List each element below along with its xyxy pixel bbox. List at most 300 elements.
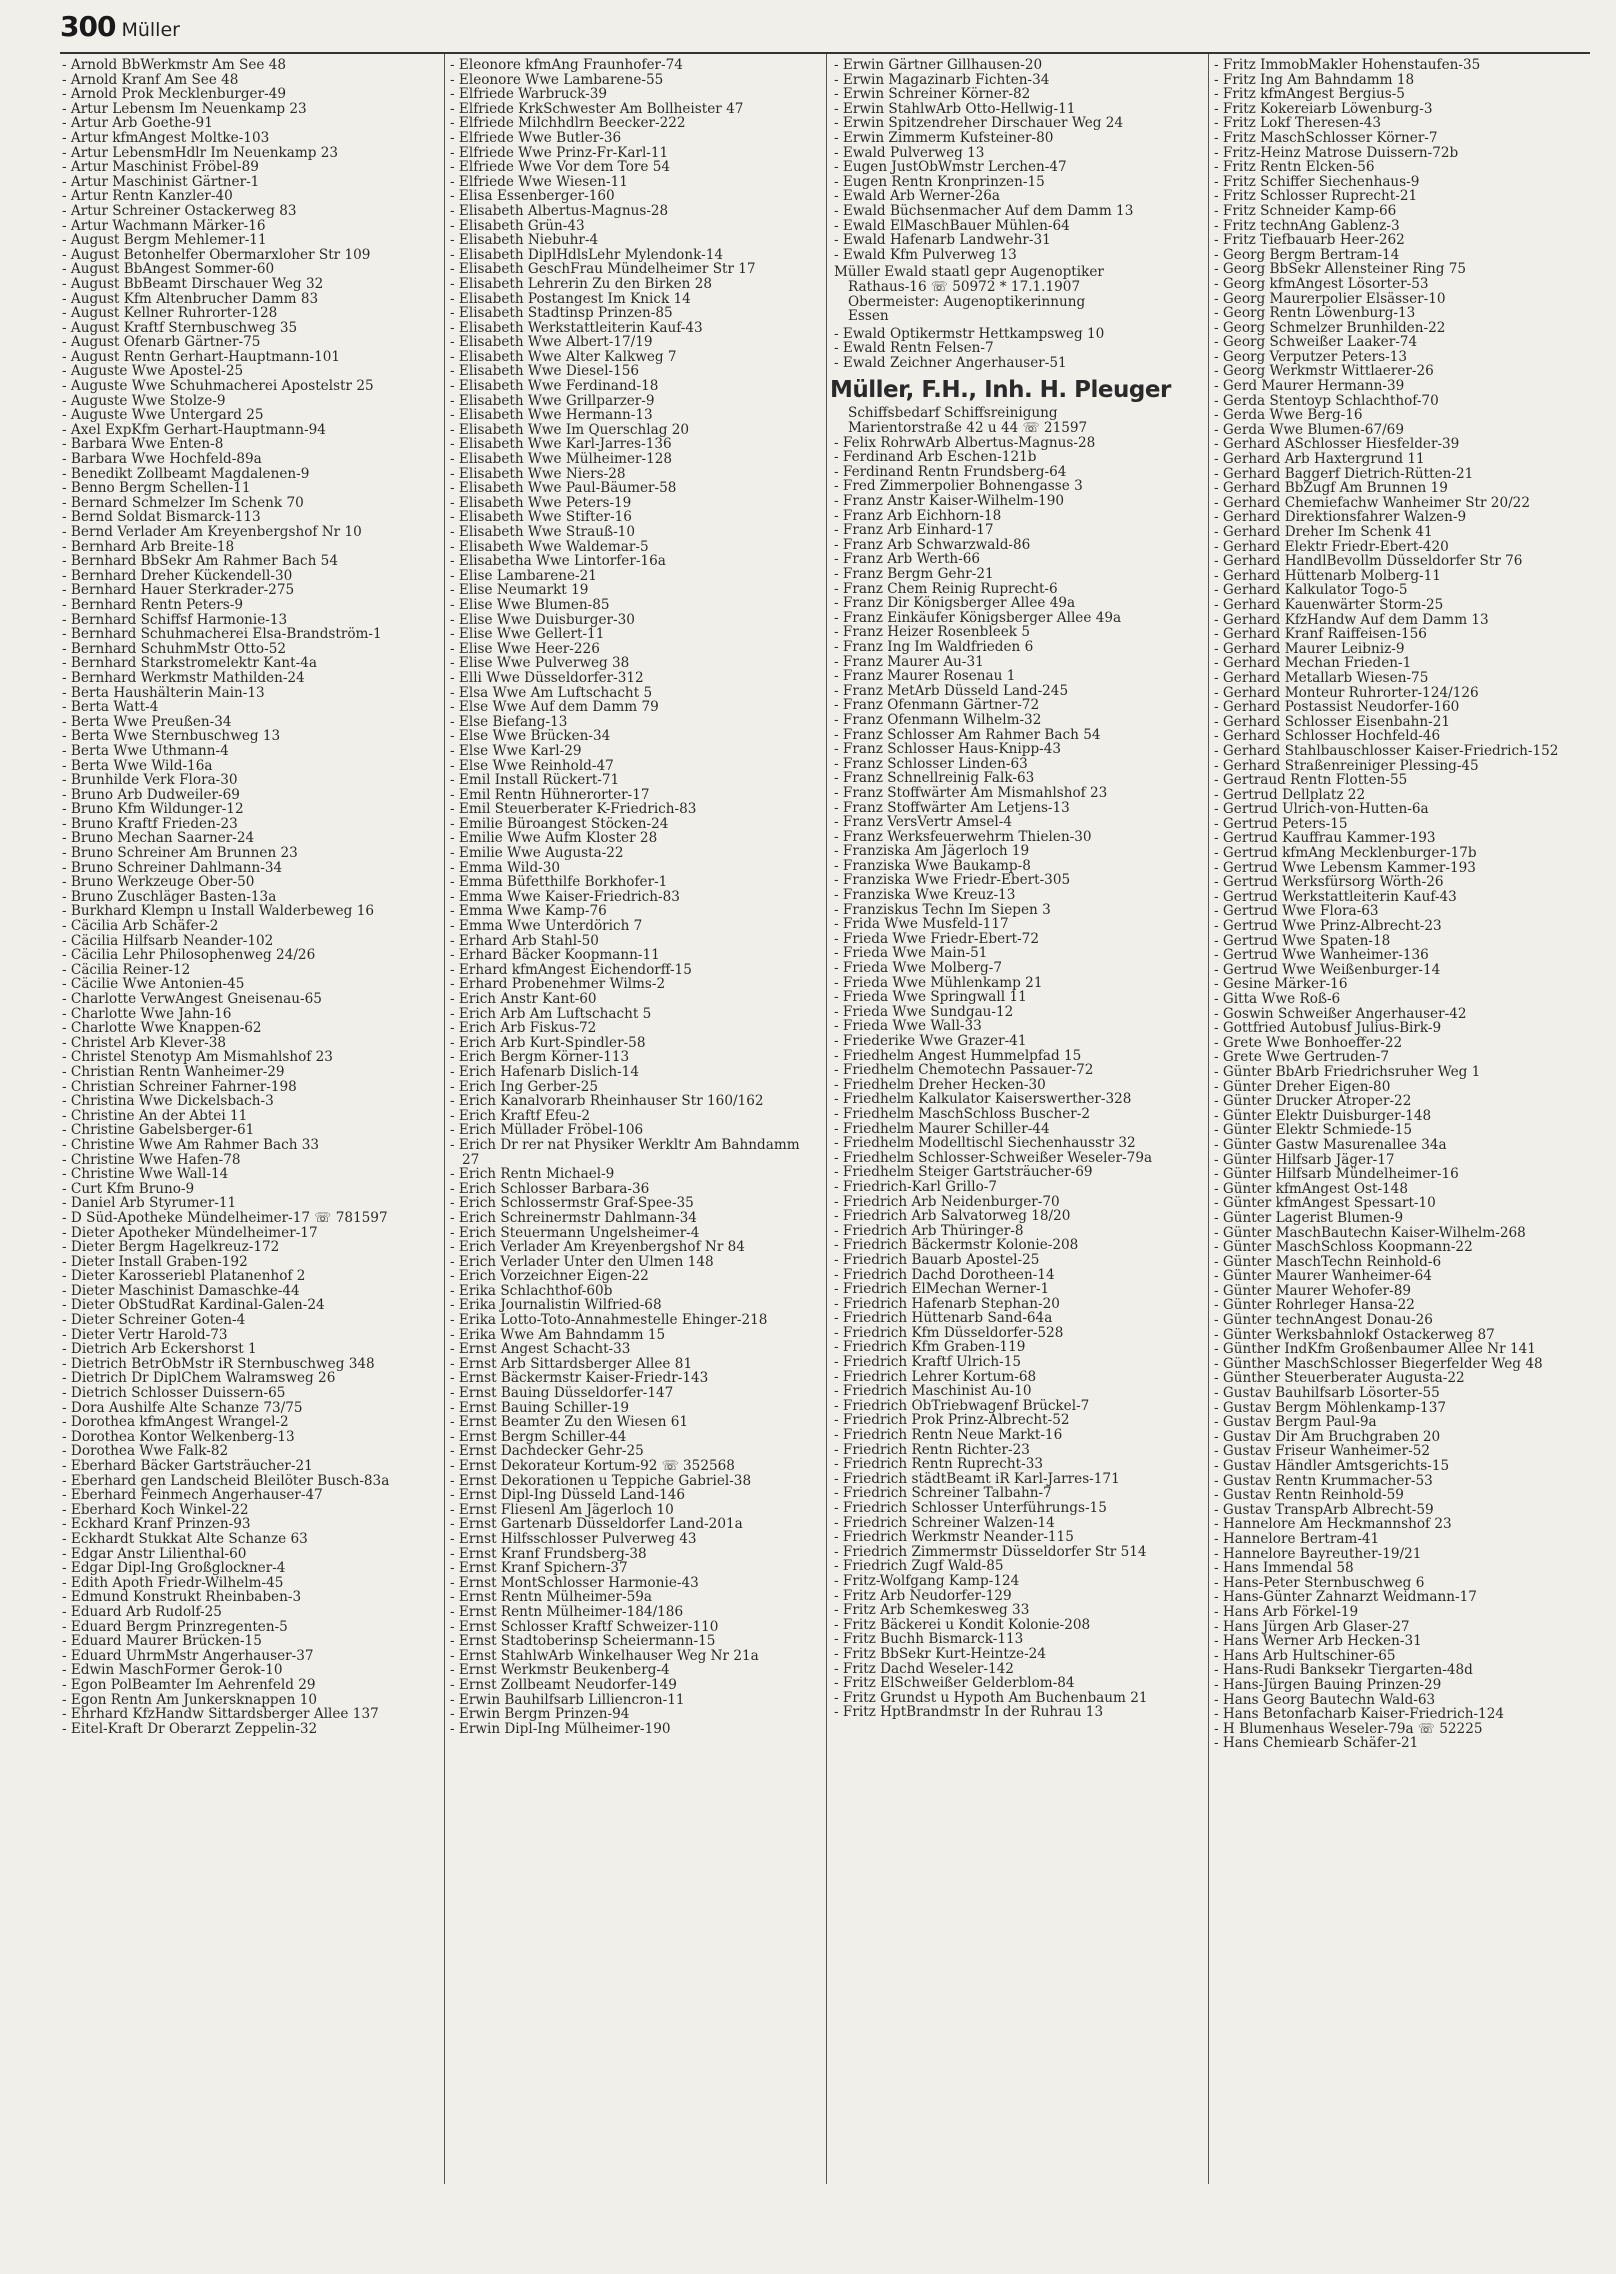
directory-entry: - Emma Wwe Unterdörich 7 <box>450 919 802 934</box>
directory-entry: - Bernhard Arb Breite-18 <box>62 540 414 555</box>
directory-entry: - Friedrich Arb Neidenburger-70 <box>834 1195 1186 1210</box>
directory-entry: - Ewald Kfm Pulverweg 13 <box>834 248 1186 263</box>
directory-entry: - Erich Vorzeichner Eigen-22 <box>450 1269 802 1284</box>
directory-entry: - Erwin Schreiner Körner-82 <box>834 87 1186 102</box>
directory-entry: - Emilie Büroangest Stöcken-24 <box>450 817 802 832</box>
directory-entry: - Gertrud Wwe Wanheimer-136 <box>1214 948 1566 963</box>
directory-entry: - Dieter Apotheker Mündelheimer-17 <box>62 1226 414 1241</box>
directory-entry: - Erwin StahlwArb Otto-Hellwig-11 <box>834 102 1186 117</box>
directory-entry: - Günter Elektr Duisburger-148 <box>1214 1109 1566 1124</box>
directory-entry: - Günter Rohrleger Hansa-22 <box>1214 1298 1566 1313</box>
directory-entry: - August Kfm Altenbrucher Damm 83 <box>62 292 414 307</box>
directory-entry: - Elisabeth GeschFrau Mündelheimer Str 17 <box>450 262 802 277</box>
directory-entry: - Elli Wwe Düsseldorfer-312 <box>450 671 802 686</box>
directory-entry: - Gustav TranspArb Albrecht-59 <box>1214 1503 1566 1518</box>
directory-entry: - Gerhard Dreher Im Schenk 41 <box>1214 525 1566 540</box>
directory-entry: - Hans-Günter Zahnarzt Weidmann-17 <box>1214 1590 1566 1605</box>
directory-entry: - Friedrich Rentn Neue Markt-16 <box>834 1428 1186 1443</box>
directory-entry: - Cäcilie Wwe Antonien-45 <box>62 977 414 992</box>
directory-entry: - Günter Dreher Eigen-80 <box>1214 1080 1566 1095</box>
directory-entry: - Eckhardt Stukkat Alte Schanze 63 <box>62 1532 414 1547</box>
directory-entry: - Eckhard Kranf Prinzen-93 <box>62 1517 414 1532</box>
directory-entry: - Franz Schlosser Am Rahmer Bach 54 <box>834 728 1186 743</box>
directory-entry: - Ewald Rentn Felsen-7 <box>834 341 1186 356</box>
display-entry-line: Müller Ewald staatl gepr Augenoptiker <box>834 264 1104 281</box>
directory-entry: - Fritz-Wolfgang Kamp-124 <box>834 1574 1186 1589</box>
running-head: Müller <box>121 19 180 41</box>
directory-entry: - Ewald Pulverweg 13 <box>834 146 1186 161</box>
directory-entry: - Günter technAngest Donau-26 <box>1214 1313 1566 1328</box>
directory-entry: - Erwin Bauhilfsarb Lilliencron-11 <box>450 1693 802 1708</box>
directory-entry: - Else Wwe Auf dem Damm 79 <box>450 700 802 715</box>
directory-entry: - Gustav Händler Amtsgerichts-15 <box>1214 1459 1566 1474</box>
directory-entry: - Franziska Wwe Kreuz-13 <box>834 888 1186 903</box>
directory-entry: - Ewald Arb Werner-26a <box>834 189 1186 204</box>
directory-entry: - Ernst Bäckermstr Kaiser-Friedr-143 <box>450 1371 802 1386</box>
directory-entry: - Erich Kraftf Efeu-2 <box>450 1109 802 1124</box>
directory-entry: - Erika Journalistin Wilfried-68 <box>450 1298 802 1313</box>
directory-entry: - August Kellner Ruhrorter-128 <box>62 306 414 321</box>
directory-entry: - Bruno Schreiner Am Brunnen 23 <box>62 846 414 861</box>
directory-entry: - Gerhard BbZugf Am Brunnen 19 <box>1214 481 1566 496</box>
directory-entry: - Friedhelm Maurer Schiller-44 <box>834 1122 1186 1137</box>
directory-entry: - Gustav Bergm Paul-9a <box>1214 1415 1566 1430</box>
directory-entry: - Gerhard Direktionsfahrer Walzen-9 <box>1214 510 1566 525</box>
firm-heading: Müller, F.H., Inh. H. Pleuger <box>830 377 1171 404</box>
directory-entry: - Friedrich ElMechan Werner-1 <box>834 1282 1186 1297</box>
directory-entry: - August Rentn Gerhart-Hauptmann-101 <box>62 350 414 365</box>
directory-entry: - Ernst Arb Sittardsberger Allee 81 <box>450 1357 802 1372</box>
directory-entry: - Franz Ing Im Waldfrieden 6 <box>834 640 1186 655</box>
directory-entry: - Friedrich Zugf Wald-85 <box>834 1559 1186 1574</box>
page-number: 300 <box>60 10 116 43</box>
directory-entry: - Fritz Kokereiarb Löwenburg-3 <box>1214 102 1566 117</box>
directory-entry: - Franz Anstr Kaiser-Wilhelm-190 <box>834 494 1186 509</box>
directory-entry: - Elisabeth Wwe Paul-Bäumer-58 <box>450 481 802 496</box>
directory-entry: - Gerd Maurer Hermann-39 <box>1214 379 1566 394</box>
directory-entry: - Ernst MontSchlosser Harmonie-43 <box>450 1576 802 1591</box>
directory-entry: - Eduard Arb Rudolf-25 <box>62 1605 414 1620</box>
directory-entry: - Elisabeth Werkstattleiterin Kauf-43 <box>450 321 802 336</box>
directory-entry: - Gustav Bauhilfsarb Lösorter-55 <box>1214 1386 1566 1401</box>
directory-entry: - Frieda Wwe Mühlenkamp 21 <box>834 976 1186 991</box>
directory-entry: - Elise Wwe Gellert-11 <box>450 627 802 642</box>
directory-entry: - Franz Einkäufer Königsberger Allee 49a <box>834 611 1186 626</box>
directory-entry: - Gertrud Ulrich-von-Hutten-6a <box>1214 802 1566 817</box>
directory-entry: - Elisabeth Niebuhr-4 <box>450 233 802 248</box>
directory-entry: - Berta Wwe Sternbuschweg 13 <box>62 729 414 744</box>
directory-entry: - Fritz Grundst u Hypoth Am Buchenbaum 21 <box>834 1691 1186 1706</box>
directory-entry: - Artur Schreiner Ostackerweg 83 <box>62 204 414 219</box>
directory-entry: - Gertrud kfmAng Mecklenburger-17b <box>1214 846 1566 861</box>
directory-entry: - Bernhard Rentn Peters-9 <box>62 598 414 613</box>
directory-entry: - Elise Wwe Blumen-85 <box>450 598 802 613</box>
directory-entry: - Gottfried Autobusf Julius-Birk-9 <box>1214 1021 1566 1036</box>
directory-entry: - Friedrich Arb Salvatorweg 18/20 <box>834 1209 1186 1224</box>
directory-entry: - Bernd Soldat Bismarck-113 <box>62 510 414 525</box>
column-1 <box>62 58 414 1736</box>
directory-entry: - Berta Wwe Preußen-34 <box>62 715 414 730</box>
directory-entry: - Elisabeth Wwe Alter Kalkweg 7 <box>450 350 802 365</box>
directory-entry: - Bernhard Starkstromelektr Kant-4a <box>62 656 414 671</box>
directory-entry: - Gertrud Kauffrau Kammer-193 <box>1214 831 1566 846</box>
directory-entry: - Elfriede Milchhdlrn Beecker-222 <box>450 116 802 131</box>
directory-entry: - Dietrich Arb Eckershorst 1 <box>62 1342 414 1357</box>
directory-entry: - Günter Hilfsarb Jäger-17 <box>1214 1153 1566 1168</box>
directory-entry: - Ernst Rentn Mülheimer-184/186 <box>450 1605 802 1620</box>
directory-entry: - Emma Büfetthilfe Borkhofer-1 <box>450 875 802 890</box>
directory-entry: - Franz Heizer Rosenbleek 5 <box>834 625 1186 640</box>
directory-entry: - Friedrich Kfm Düsseldorfer-528 <box>834 1326 1186 1341</box>
directory-entry: - Gertrud Wwe Prinz-Albrecht-23 <box>1214 919 1566 934</box>
directory-entry: - Dietrich Dr DiplChem Walramsweg 26 <box>62 1371 414 1386</box>
directory-entry: - Eberhard gen Landscheid Bleilöter Busch-83a <box>62 1474 414 1489</box>
directory-entry: - Elisabeth Wwe Peters-19 <box>450 496 802 511</box>
directory-entry: - Günter MaschTechn Reinhold-6 <box>1214 1255 1566 1270</box>
directory-entry: - Friedrich Werkmstr Neander-115 <box>834 1530 1186 1545</box>
directory-entry: - Elisabeth Postangest Im Knick 14 <box>450 292 802 307</box>
directory-entry: - Erwin Spitzendreher Dirschauer Weg 24 <box>834 116 1186 131</box>
directory-entry: - Georg Schweißer Laaker-74 <box>1214 335 1566 350</box>
directory-entry: - Friedrich Kfm Graben-119 <box>834 1340 1186 1355</box>
directory-entry: - Erich Schlossermstr Graf-Spee-35 <box>450 1196 802 1211</box>
directory-entry: - Dieter Karosseriebl Platanenhof 2 <box>62 1269 414 1284</box>
directory-entry: - Fritz HptBrandmstr In der Ruhrau 13 <box>834 1705 1186 1720</box>
directory-entry: - Fritz Bäckerei u Kondit Kolonie-208 <box>834 1618 1186 1633</box>
directory-entry: - Gerhard Stahlbauschlosser Kaiser-Friedrich-152 <box>1214 744 1566 759</box>
directory-entry: - Franz VersVertr Amsel-4 <box>834 815 1186 830</box>
directory-entry: - Erwin Gärtner Gillhausen-20 <box>834 58 1186 73</box>
column-divider <box>826 54 827 2184</box>
directory-entry: - Charlotte VerwAngest Gneisenau-65 <box>62 992 414 1007</box>
directory-entry: - Hans-Jürgen Bauing Prinzen-29 <box>1214 1678 1566 1693</box>
directory-entry: - Hannelore Am Heckmannshof 23 <box>1214 1517 1566 1532</box>
directory-entry: - Elisabeth Wwe Waldemar-5 <box>450 540 802 555</box>
directory-entry: - Gertrud Wwe Flora-63 <box>1214 904 1566 919</box>
directory-entry: - Fritz BbSekr Kurt-Heintze-24 <box>834 1647 1186 1662</box>
directory-entry: - Friedrich Rentn Richter-23 <box>834 1443 1186 1458</box>
directory-entry: - Friedrich Hüttenarb Sand-64a <box>834 1311 1186 1326</box>
directory-entry: - Günter kfmAngest Ost-148 <box>1214 1182 1566 1197</box>
directory-entry: - Friedhelm Kalkulator Kaiserswerther-328 <box>834 1092 1186 1107</box>
directory-entry: - Charlotte Wwe Jahn-16 <box>62 1007 414 1022</box>
directory-entry: - Erich Verlader Am Kreyenbergshof Nr 84 <box>450 1240 802 1255</box>
directory-entry: - Friedrich Dachd Dorotheen-14 <box>834 1268 1186 1283</box>
directory-entry: - Eduard Maurer Brücken-15 <box>62 1634 414 1649</box>
directory-entry: - Gitta Wwe Roß-6 <box>1214 992 1566 1007</box>
directory-entry: - Dieter Vertr Harold-73 <box>62 1328 414 1343</box>
directory-entry: - Christian Rentn Wanheimer-29 <box>62 1065 414 1080</box>
directory-entry: - Georg Schmelzer Brunhilden-22 <box>1214 321 1566 336</box>
directory-entry: - Christian Schreiner Fahrner-198 <box>62 1080 414 1095</box>
directory-entry: - Christine Wwe Wall-14 <box>62 1167 414 1182</box>
directory-entry: - Elise Wwe Pulverweg 38 <box>450 656 802 671</box>
directory-entry: - Fritz-Heinz Matrose Duissern-72b <box>1214 146 1566 161</box>
directory-entry: - Erich Verlader Unter den Ulmen 148 <box>450 1255 802 1270</box>
directory-entry: - August Betonhelfer Obermarxloher Str 109 <box>62 248 414 263</box>
directory-entry: - Fred Zimmerpolier Bohnengasse 3 <box>834 479 1186 494</box>
directory-entry: - Elfriede KrkSchwester Am Bollheister 47 <box>450 102 802 117</box>
directory-entry: - Emil Rentn Hühnerorter-17 <box>450 788 802 803</box>
directory-entry: - Emma Wwe Kamp-76 <box>450 904 802 919</box>
directory-entry: - Franz Bergm Gehr-21 <box>834 567 1186 582</box>
directory-entry: - Dorothea Wwe Falk-82 <box>62 1444 414 1459</box>
directory-entry: - Eduard UhrmMstr Angerhauser-37 <box>62 1649 414 1664</box>
directory-entry: - Eduard Bergm Prinzregenten-5 <box>62 1620 414 1635</box>
directory-entry: - Fritz Schneider Kamp-66 <box>1214 204 1566 219</box>
directory-entry: - Friedrich-Karl Grillo-7 <box>834 1180 1186 1195</box>
directory-entry: - Elisa Essenberger-160 <box>450 189 802 204</box>
directory-entry: - Elisabeth Wwe Im Querschlag 20 <box>450 423 802 438</box>
directory-entry: - Else Wwe Brücken-34 <box>450 729 802 744</box>
directory-entry: - Dorothea kfmAngest Wrangel-2 <box>62 1415 414 1430</box>
directory-entry: - Hans-Rudi Banksekr Tiergarten-48d <box>1214 1663 1566 1678</box>
directory-entry: - Hans Arb Förkel-19 <box>1214 1605 1566 1620</box>
directory-entry: - Artur Maschinist Gärtner-1 <box>62 175 414 190</box>
directory-entry: - Franz Arb Werth-66 <box>834 552 1186 567</box>
directory-entry: - Friedrich Schreiner Walzen-14 <box>834 1516 1186 1531</box>
directory-entry: - Erika Wwe Am Bahndamm 15 <box>450 1328 802 1343</box>
directory-entry: - August Bergm Mehlemer-11 <box>62 233 414 248</box>
directory-entry: - Gertrud Dellplatz 22 <box>1214 788 1566 803</box>
directory-entry: - Bernard Schmelzer Im Schenk 70 <box>62 496 414 511</box>
directory-entry: - Elfriede Warbruck-39 <box>450 87 802 102</box>
directory-entry: - Bruno Zuschläger Basten-13a <box>62 890 414 905</box>
directory-entry: - Erich Rentn Michael-9 <box>450 1167 802 1182</box>
directory-entry: - Franz Arb Schwarzwald-86 <box>834 538 1186 553</box>
directory-entry: - Gerhard HandlBevollm Düsseldorfer Str 76 <box>1214 554 1566 569</box>
directory-entry: - Dora Aushilfe Alte Schanze 73/75 <box>62 1401 414 1416</box>
directory-entry: - Arnold BbWerkmstr Am See 48 <box>62 58 414 73</box>
directory-entry: - Elisabeth Wwe Albert-17/19 <box>450 335 802 350</box>
directory-entry: - Gerhard Elektr Friedr-Ebert-420 <box>1214 540 1566 555</box>
directory-entry: - Hans Georg Bautechn Wald-63 <box>1214 1693 1566 1708</box>
directory-entry: - Eugen Rentn Kronprinzen-15 <box>834 175 1186 190</box>
directory-entry: - Emma Wwe Kaiser-Friedrich-83 <box>450 890 802 905</box>
directory-entry: - Else Biefang-13 <box>450 715 802 730</box>
directory-entry: - Franz Dir Königsberger Allee 49a <box>834 596 1186 611</box>
directory-entry: - Artur Maschinist Fröbel-89 <box>62 160 414 175</box>
directory-entry: - Grete Wwe Bonhoeffer-22 <box>1214 1036 1566 1051</box>
directory-entry: - Erich Ing Gerber-25 <box>450 1080 802 1095</box>
directory-entry: - Bruno Kfm Wildunger-12 <box>62 802 414 817</box>
directory-entry: - Franz Stoffwärter Am Letjens-13 <box>834 801 1186 816</box>
directory-entry: - Arnold Prok Mecklenburger-49 <box>62 87 414 102</box>
directory-entry: - Franz Stoffwärter Am Mismahlshof 23 <box>834 786 1186 801</box>
directory-entry: - Berta Wwe Uthmann-4 <box>62 744 414 759</box>
directory-entry: - Gerhard Maurer Leibniz-9 <box>1214 642 1566 657</box>
directory-entry: - Gerhard Postassist Neudorfer-160 <box>1214 700 1566 715</box>
directory-entry: - Erich Anstr Kant-60 <box>450 992 802 1007</box>
directory-entry: - Eberhard Feinmech Angerhauser-47 <box>62 1488 414 1503</box>
directory-entry: - Friedhelm Modelltischl Siechenhausstr 32 <box>834 1136 1186 1151</box>
directory-entry: - Günter Gastw Masurenallee 34a <box>1214 1138 1566 1153</box>
directory-entry: - Günter Elektr Schmiede-15 <box>1214 1123 1566 1138</box>
directory-entry: - Friedrich Schreiner Talbahn-7 <box>834 1486 1186 1501</box>
directory-entry: - Fritz Buchh Bismarck-113 <box>834 1632 1186 1647</box>
directory-entry: - Fritz Schlosser Ruprecht-21 <box>1214 189 1566 204</box>
directory-entry: - Friedrich Lehrer Kortum-68 <box>834 1370 1186 1385</box>
directory-entry: - Frieda Wwe Wall-33 <box>834 1019 1186 1034</box>
directory-entry: - Ernst Hilfsschlosser Pulverweg 43 <box>450 1532 802 1547</box>
directory-entry: - Dieter Bergm Hagelkreuz-172 <box>62 1240 414 1255</box>
directory-entry: - Christel Stenotyp Am Mismahlshof 23 <box>62 1050 414 1065</box>
directory-entry: - Franziska Wwe Baukamp-8 <box>834 859 1186 874</box>
directory-entry: - Eberhard Koch Winkel-22 <box>62 1503 414 1518</box>
directory-entry: - Gerhard Monteur Ruhrorter-124/126 <box>1214 686 1566 701</box>
directory-entry: - Benno Bergm Schellen-11 <box>62 481 414 496</box>
directory-entry: - Bruno Arb Dudweiler-69 <box>62 788 414 803</box>
directory-entry: - Artur Arb Goethe-91 <box>62 116 414 131</box>
directory-entry: - Ernst Stadtoberinsp Scheiermann-15 <box>450 1634 802 1649</box>
directory-entry: - Edgar Dipl-Ing Großglockner-4 <box>62 1561 414 1576</box>
directory-entry: - Elfriede Wwe Butler-36 <box>450 131 802 146</box>
directory-entry: - Erhard Bäcker Koopmann-11 <box>450 948 802 963</box>
directory-entry: - Erich Schlosser Barbara-36 <box>450 1182 802 1197</box>
directory-entry: - Gustav Bergm Möhlenkamp-137 <box>1214 1401 1566 1416</box>
directory-entry: - Franz Maurer Rosenau 1 <box>834 669 1186 684</box>
directory-entry: - Fritz Arb Schemkesweg 33 <box>834 1603 1186 1618</box>
directory-entry: - Günter MaschSchloss Koopmann-22 <box>1214 1240 1566 1255</box>
directory-entry: - Friedrich Arb Thüringer-8 <box>834 1224 1186 1239</box>
directory-entry: - Artur LebensmHdlr Im Neuenkamp 23 <box>62 146 414 161</box>
directory-entry: - Fritz MaschSchlosser Körner-7 <box>1214 131 1566 146</box>
directory-entry: - Günter Maurer Wehofer-89 <box>1214 1284 1566 1299</box>
directory-entry: - Gertrud Wwe Weißenburger-14 <box>1214 963 1566 978</box>
directory-entry: - Fritz technAng Gablenz-3 <box>1214 219 1566 234</box>
directory-entry: - Friedrich Rentn Ruprecht-33 <box>834 1457 1186 1472</box>
directory-entry: - Gerhard Metallarb Wiesen-75 <box>1214 671 1566 686</box>
directory-entry: - Gerhard Hüttenarb Molberg-11 <box>1214 569 1566 584</box>
directory-entry: - Emilie Wwe Aufm Kloster 28 <box>450 831 802 846</box>
directory-entry: - Franziska Am Jägerloch 19 <box>834 844 1186 859</box>
directory-entry: - H Blumenhaus Weseler-79a ☏ 52225 <box>1214 1722 1566 1737</box>
directory-entry: - Artur kfmAngest Moltke-103 <box>62 131 414 146</box>
display-entry-line: Essen <box>848 308 889 325</box>
directory-entry: - Arnold Kranf Am See 48 <box>62 73 414 88</box>
directory-entry: - Gertrud Werkstattleiterin Kauf-43 <box>1214 890 1566 905</box>
directory-entry: - Fritz ImmobMakler Hohenstaufen-35 <box>1214 58 1566 73</box>
directory-display-entry <box>834 265 1186 323</box>
directory-entry: - Erhard kfmAngest Eichendorff-15 <box>450 963 802 978</box>
directory-entry: - Auguste Wwe Schuhmacherei Apostelstr 25 <box>62 379 414 394</box>
directory-entry: - Bruno Werkzeuge Ober-50 <box>62 875 414 890</box>
directory-entry: - Egon PolBeamter Im Aehrenfeld 29 <box>62 1678 414 1693</box>
directory-entry: - Erwin Zimmerm Kufsteiner-80 <box>834 131 1186 146</box>
directory-entry: - Gertrud Wwe Spaten-18 <box>1214 934 1566 949</box>
directory-entry: - Erwin Magazinarb Fichten-34 <box>834 73 1186 88</box>
directory-entry: - Gerhard Schlosser Hochfeld-46 <box>1214 729 1566 744</box>
directory-entry: - Barbara Wwe Enten-8 <box>62 437 414 452</box>
directory-entry: - Elisabeth Lehrerin Zu den Birken 28 <box>450 277 802 292</box>
directory-entry: - Friedrich Hafenarb Stephan-20 <box>834 1297 1186 1312</box>
directory-entry: - Erich Arb Kurt-Spindler-58 <box>450 1036 802 1051</box>
directory-entry: - Gustav Friseur Wanheimer-52 <box>1214 1444 1566 1459</box>
directory-entry: - Elisabeth Stadtinsp Prinzen-85 <box>450 306 802 321</box>
directory-entry: - Ewald Hafenarb Landwehr-31 <box>834 233 1186 248</box>
directory-entry: - Elisabeth Albertus-Magnus-28 <box>450 204 802 219</box>
header-rule <box>60 52 1590 54</box>
directory-entry: - Auguste Wwe Apostel-25 <box>62 364 414 379</box>
directory-entry: - Hannelore Bertram-41 <box>1214 1532 1566 1547</box>
directory-entry: - Goswin Schweißer Angerhauser-42 <box>1214 1007 1566 1022</box>
directory-entry: - Franziskus Techn Im Siepen 3 <box>834 903 1186 918</box>
directory-entry: - Fritz Lokf Theresen-43 <box>1214 116 1566 131</box>
directory-entry: - Hans Werner Arb Hecken-31 <box>1214 1634 1566 1649</box>
directory-entry: - Bernhard Schuhmacherei Elsa-Brandström-1 <box>62 627 414 642</box>
directory-entry: - Gustav Rentn Reinhold-59 <box>1214 1488 1566 1503</box>
directory-entry: - Günter Drucker Atroper-22 <box>1214 1094 1566 1109</box>
directory-entry: - Cäcilia Hilfsarb Neander-102 <box>62 934 414 949</box>
directory-entry: - Friedrich Kraftf Ulrich-15 <box>834 1355 1186 1370</box>
directory-entry: - Fritz Dachd Weseler-142 <box>834 1662 1186 1677</box>
directory-entry: - Fritz kfmAngest Bergius-5 <box>1214 87 1566 102</box>
directory-entry: - Friedrich Zimmermstr Düsseldorfer Str 514 <box>834 1545 1186 1560</box>
directory-entry: - Eitel-Kraft Dr Oberarzt Zeppelin-32 <box>62 1722 414 1737</box>
directory-entry: - Elise Lambarene-21 <box>450 569 802 584</box>
directory-entry: - Bernhard SchuhmMstr Otto-52 <box>62 642 414 657</box>
directory-entry: - Friedrich ObTriebwagenf Brückel-7 <box>834 1399 1186 1414</box>
directory-entry: - Dieter ObStudRat Kardinal-Galen-24 <box>62 1298 414 1313</box>
directory-entry: - Edith Apoth Friedr-Wilhelm-45 <box>62 1576 414 1591</box>
directory-entry: - Emil Steuerberater K-Friedrich-83 <box>450 802 802 817</box>
directory-entry: - August Ofenarb Gärtner-75 <box>62 335 414 350</box>
directory-entry: - Gerhard Kauenwärter Storm-25 <box>1214 598 1566 613</box>
directory-entry: - Brunhilde Verk Flora-30 <box>62 773 414 788</box>
directory-entry: - Elisabeth Wwe Strauß-10 <box>450 525 802 540</box>
directory-entry: - Hannelore Bayreuther-19/21 <box>1214 1547 1566 1562</box>
directory-entry: - Fritz ElSchweißer Gelderblom-84 <box>834 1676 1186 1691</box>
directory-entry: - Ewald Büchsenmacher Auf dem Damm 13 <box>834 204 1186 219</box>
directory-entry: - Elisabeth Grün-43 <box>450 219 802 234</box>
directory-entry: - Artur Rentn Kanzler-40 <box>62 189 414 204</box>
directory-entry: - Hans-Peter Sternbuschweg 6 <box>1214 1576 1566 1591</box>
directory-entry: - Christine Gabelsberger-61 <box>62 1123 414 1138</box>
directory-entry: - Hans Betonfacharb Kaiser-Friedrich-124 <box>1214 1707 1566 1722</box>
directory-entry: - Gesine Märker-16 <box>1214 977 1566 992</box>
directory-entry: - Bruno Mechan Saarner-24 <box>62 831 414 846</box>
directory-entry: - Ernst Dachdecker Gehr-25 <box>450 1444 802 1459</box>
directory-entry: - Ernst Kranf Frundsberg-38 <box>450 1547 802 1562</box>
directory-entry: - Dieter Install Graben-192 <box>62 1255 414 1270</box>
directory-entry: - Erika Lotto-Toto-Annahmestelle Ehinger-218 <box>450 1313 802 1328</box>
directory-entry: - Edwin MaschFormer Gerok-10 <box>62 1663 414 1678</box>
directory-entry: - Erwin Dipl-Ing Mülheimer-190 <box>450 1722 802 1737</box>
directory-entry: - Erich Müllader Fröbel-106 <box>450 1123 802 1138</box>
directory-entry: - Frieda Wwe Springwall 11 <box>834 990 1186 1005</box>
directory-entry: - Gerda Wwe Blumen-67/69 <box>1214 423 1566 438</box>
directory-entry: - Dieter Maschinist Damaschke-44 <box>62 1284 414 1299</box>
directory-entry: - Berta Haushälterin Main-13 <box>62 686 414 701</box>
directory-entry: - Georg BbSekr Allensteiner Ring 75 <box>1214 262 1566 277</box>
directory-entry: - Elisabeth Wwe Hermann-13 <box>450 408 802 423</box>
directory-entry: - Ernst Dekorationen u Teppiche Gabriel-38 <box>450 1474 802 1489</box>
directory-entry: - Emma Wild-30 <box>450 861 802 876</box>
directory-entry: - Eleonore kfmAng Fraunhofer-74 <box>450 58 802 73</box>
directory-entry: - August BbAngest Sommer-60 <box>62 262 414 277</box>
directory-entry: - Günter MaschBautechn Kaiser-Wilhelm-268 <box>1214 1226 1566 1241</box>
directory-entry: - Erich Bergm Körner-113 <box>450 1050 802 1065</box>
directory-entry: - Ernst Rentn Mülheimer-59a <box>450 1590 802 1605</box>
directory-entry: - Georg Bergm Bertram-14 <box>1214 248 1566 263</box>
directory-entry: - Georg Rentn Löwenburg-13 <box>1214 306 1566 321</box>
directory-entry: - Ernst Bauing Schiller-19 <box>450 1401 802 1416</box>
directory-entry: - Gertraud Rentn Flotten-55 <box>1214 773 1566 788</box>
column-2 <box>450 58 802 1736</box>
directory-entry: - Erich Arb Am Luftschacht 5 <box>450 1007 802 1022</box>
directory-entry: - Gertrud Wwe Lebensm Kammer-193 <box>1214 861 1566 876</box>
directory-entry: - Elisabeth DiplHdlsLehr Mylendonk-14 <box>450 248 802 263</box>
